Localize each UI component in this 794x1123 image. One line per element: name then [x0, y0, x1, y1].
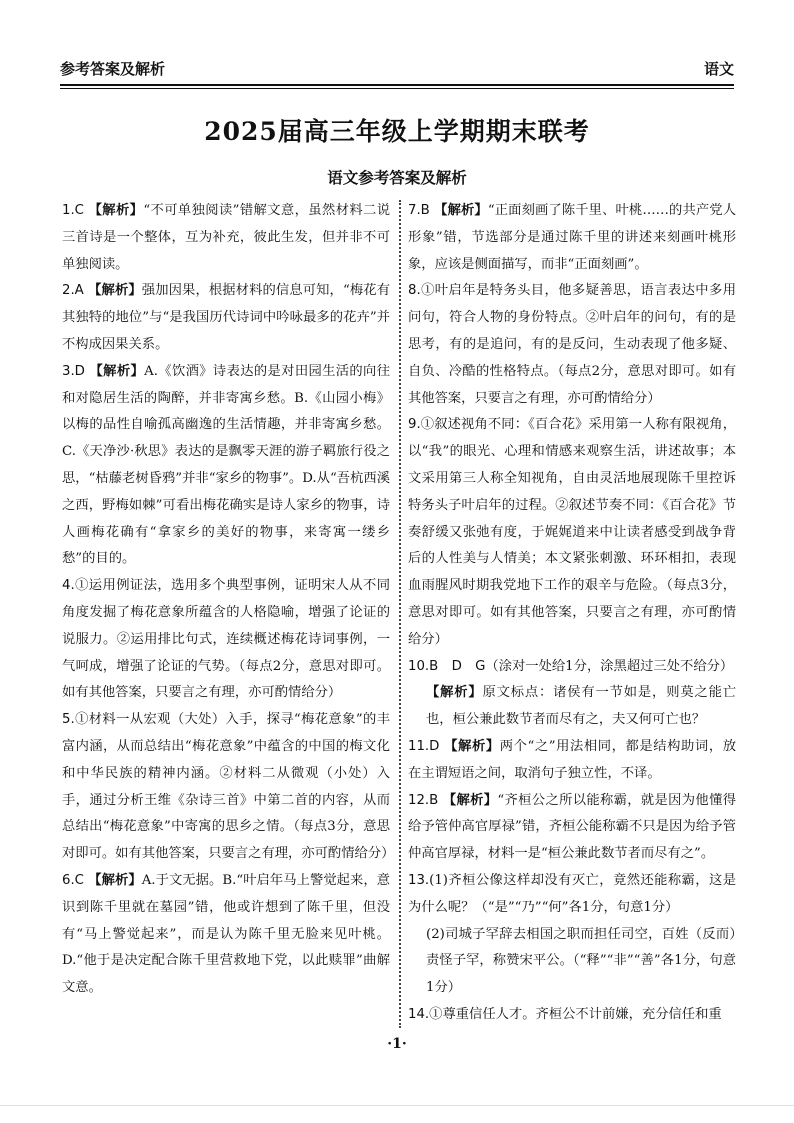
answer-item-10-analysis [408, 680, 736, 734]
analysis-tag: 【解析】 [89, 363, 145, 379]
column-divider [399, 200, 401, 1028]
item-number: 14. [408, 1006, 430, 1022]
answer-item-1 [62, 198, 390, 278]
answer-item-11 [408, 734, 736, 788]
item-number: 4. [62, 578, 75, 594]
answer-item-7 [408, 198, 736, 278]
answer-item-13-part-2 [408, 922, 736, 1002]
item-number: 3.D [62, 363, 85, 379]
item-text: A.于文无据。B.“叶启年马上警觉起来，意识到陈千里就在墓园”错，他或许想到了陈千里，但没有“马上警觉起来”，而是认为陈千里无脸来见叶桃。D.“他于是决定配合陈千里营救地下党，以此赎罪”曲解文意。 [62, 872, 391, 996]
analysis-tag: 【解析】 [442, 792, 498, 808]
item-text: (1)齐桓公像这样却没有灭亡，竟然还能称霸，这是为什么呢？（“是”“乃”“何”各1分，句意1分） [408, 872, 736, 915]
item-number: 13. [408, 872, 430, 888]
item-number: 12.B [408, 792, 439, 808]
item-number: 6.C [62, 872, 84, 888]
answer-item-10 [408, 654, 736, 681]
analysis-tag: 【解析】 [434, 203, 488, 218]
item-number: 10.B D G [408, 658, 486, 674]
item-text: （涂对一处给1分，涂黑超过三处不给分） [485, 658, 734, 674]
item-text: 原文标点：诸侯有一节如是，则莫之能亡也，桓公兼此数节者而尽有之，夫又何可亡也？ [426, 685, 737, 728]
analysis-tag: 【解析】 [88, 283, 142, 299]
item-number: 11.D [408, 738, 440, 754]
item-number: 9. [408, 417, 421, 433]
analysis-tag: 【解析】 [426, 685, 483, 701]
item-text: A.《饮酒》诗表达的是对田园生活的向往和对隐居生活的陶醉，并非寄寓乡愁。B.《山园小梅》以梅的品性自喻孤高幽逸的生活情趣，并非寄寓乡愁。C.《天净沙·秋思》表达的是飘零天涯的游子羁旅行役之思，“枯藤老树昏鸦”并非“家乡的物事”。D.从“吾杭西溪之西，野梅如棘”可看出梅花确实是诗人家乡的物事，诗人画梅花确有“拿家乡的美好的物事，来寄寓一缕乡愁”的目的。 [62, 363, 391, 567]
analysis-tag: 【解析】 [88, 872, 142, 888]
item-text: ①材料一从宏观（大处）入手，探寻“梅花意象”的丰富内涵，从而总结出“梅花意象”中蕴含的中国的梅文化和中华民族的精神内涵。②材料二从微观（小处）入手，通过分析王维《杂诗三首》中第二首的内容，从而总结出“梅花意象”中寄寓的思乡之情。（每点3分，意思对即可。如有其他答案，只要言之有理，亦可酌情给分） [62, 712, 395, 862]
item-text: ①叙述视角不同：《百合花》采用第一人称有限视角，以“我”的眼光、心理和情感来观察生活，讲述故事；本文采用第三人称全知视角，自由灵活地展现陈千里控诉特务头子叶启年的过程。②叙述节奏不同：《百合花》节奏舒缓又张弛有度，于娓娓道来中让读者感受到战争背后的人性美与人情美；本文紧张刺激、环环相扣，表现血雨腥风时期我党地下工作的艰辛与危险。（每点3分，意思对即可。如有其他答案，只要言之有理，亦可酌情给分） [408, 417, 736, 647]
header-rule [60, 84, 734, 86]
header-rule-thin [60, 88, 734, 89]
analysis-tag: 【解析】 [88, 203, 144, 218]
left-column [62, 198, 395, 1002]
answer-item-14 [408, 1002, 736, 1029]
answer-item-5 [62, 707, 395, 868]
item-number: 5. [62, 712, 75, 728]
right-column [408, 198, 736, 1029]
answer-item-2 [62, 278, 390, 358]
item-text: ①运用例证法，选用多个典型事例，证明宋人从不同角度发掘了梅花意象所蕴含的人格隐喻，增强了论证的说服力。②运用排比句式，连续概述梅花诗词事例，一气呵成，增强了论证的气势。（每点2分，意思对即可。如有其他答案，只要言之有理，亦可酌情给分） [62, 578, 390, 701]
item-text: “齐桓公之所以能称霸，就是因为他懂得给予管仲高官厚禄”错，齐桓公能称霸不只是因为给予管仲高官厚禄，材料一是“桓公兼此数节者而尽有之”。 [408, 792, 736, 862]
item-number: 2.A [62, 283, 84, 299]
page-title: 2025届高三年级上学期期末联考 [204, 117, 590, 146]
answer-item-12 [408, 788, 736, 868]
answer-item-6 [62, 868, 390, 1002]
item-text: ①叶启年是特务头目，他多疑善思，语言表达中多用问句，符合人物的身份特点。②叶启年的问句，有的是思考，有的是追问，有的是反问，生动表现了他多疑、自负、冷酷的性格特点。（每点2分，意思对即可。如有其他答案，只要言之有理，亦可酌情给分） [408, 283, 736, 406]
answer-item-9 [408, 412, 736, 653]
item-text: ①尊重信任人才。齐桓公不计前嫌，充分信任和重 [429, 1006, 722, 1022]
item-number: 7.B [408, 203, 430, 218]
answer-item-13 [408, 868, 736, 922]
header-subject-label: 语文 [703, 60, 734, 78]
page-subtitle: 语文参考答案及解析 [327, 169, 467, 187]
answer-item-3 [62, 359, 390, 573]
answer-item-8 [408, 278, 736, 412]
header-section-label: 参考答案及解析 [60, 60, 166, 78]
page-number: ·1· [387, 1036, 407, 1052]
item-text: 强加因果，根据材料的信息可知，“梅花有其独特的地位”与“是我国历代诗词中吟咏最多的花卉”并不构成因果关系。 [62, 283, 390, 352]
item-number: 1.C [62, 203, 84, 218]
page-header [60, 52, 734, 82]
item-number: 8. [408, 283, 421, 299]
answer-item-4 [62, 573, 390, 707]
item-text: 两个“之”用法相同，都是结构助词，放在主谓短语之间，取消句子独立性，不译。 [408, 738, 736, 781]
item-text: “不可单独阅读”错解文意，虽然材料二说三首诗是一个整体，互为补充，彼此生发，但并非不可单独阅读。 [62, 203, 390, 272]
item-text: (2)司城子罕辞去相国之职而担任司空，百姓（反而）责怪子罕，称赞宋平公。（“释”“非”“善”各1分，句意1分） [426, 926, 736, 996]
footer-rule [0, 1105, 794, 1106]
analysis-tag: 【解析】 [444, 738, 500, 754]
item-text: “正面刻画了陈千里、叶桃……的共产党人形象”错，节选部分是通过陈千里的讲述来刻画叶桃形象，应该是侧面描写，而非“正面刻画”。 [408, 203, 737, 272]
